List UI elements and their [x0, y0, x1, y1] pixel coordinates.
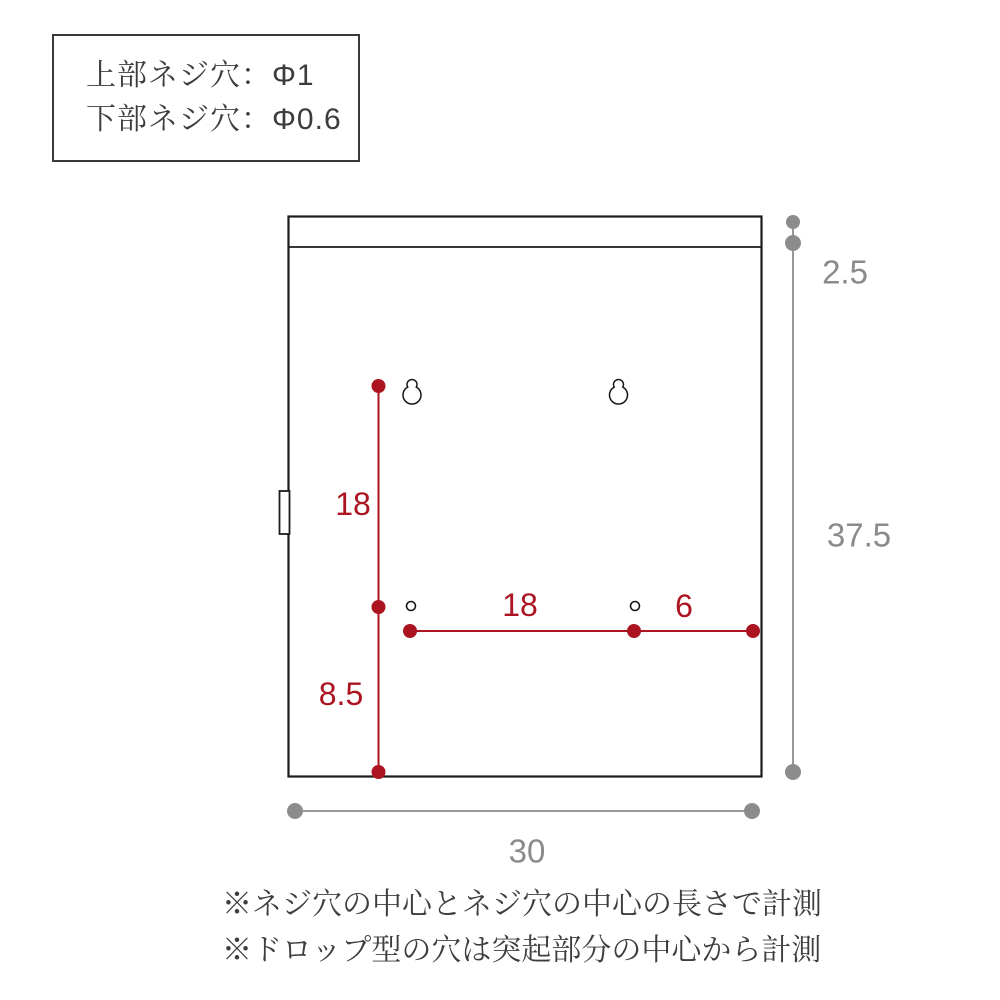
- dim-dot-gray: [786, 215, 800, 229]
- dim-dot-gray: [744, 803, 760, 819]
- screw-hole-left: [407, 602, 416, 611]
- dim-dot-gray: [785, 235, 801, 251]
- dim-label-body-width: 30: [508, 832, 546, 870]
- dim-label-keyhole-vertical-spacing: 18: [335, 486, 371, 522]
- note-drop-hole-center: ※ドロップ型の穴は突起部分の中心から計測: [222, 934, 822, 967]
- dim-dot-red: [372, 765, 386, 779]
- dim-label-bottom-offset: 8.5: [318, 676, 364, 712]
- dim-dot-gray: [287, 803, 303, 819]
- dim-dot-red: [372, 379, 386, 393]
- measurement-notes: [222, 890, 822, 966]
- dim-dot-gray: [785, 764, 801, 780]
- dim-label-body-height: 37.5: [826, 516, 892, 554]
- dim-dot-red: [746, 624, 760, 638]
- note-screw-hole-center: ※ネジ穴の中心とネジ穴の中心の長さで計測: [222, 888, 822, 921]
- lower-screw-hole-spec: 下部ネジ穴：Φ0.6: [86, 103, 342, 136]
- screw-hole-right: [631, 602, 640, 611]
- dim-label-top-section-height: 2.5: [822, 253, 868, 291]
- upper-screw-hole-spec: 上部ネジ穴：Φ1: [86, 59, 315, 92]
- dim-label-screw-hole-spacing: 18: [502, 587, 538, 623]
- side-tab: [280, 491, 290, 534]
- dim-dot-red: [627, 624, 641, 638]
- dim-label-screw-hole-to-edge: 6: [675, 588, 693, 624]
- dim-dot-red: [403, 624, 417, 638]
- dim-dot-red: [372, 600, 386, 614]
